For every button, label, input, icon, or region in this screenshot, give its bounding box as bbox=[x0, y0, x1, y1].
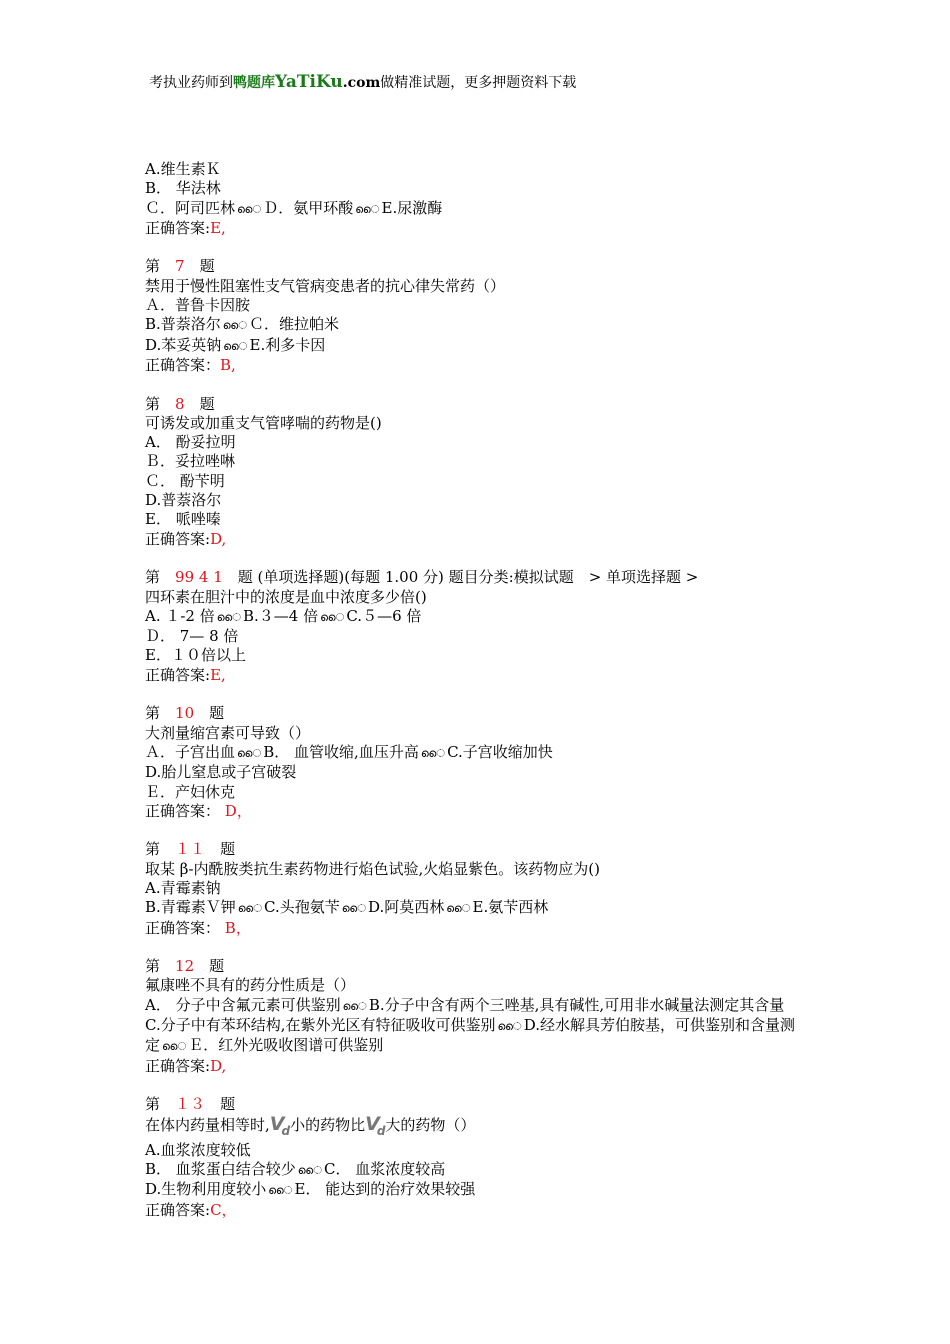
question-number bbox=[145, 257, 815, 276]
option-b: B． 血管收缩,血压升高 bbox=[263, 742, 419, 761]
question-suffix: 题 bbox=[209, 704, 225, 723]
option-row bbox=[145, 743, 815, 763]
option-row bbox=[145, 898, 815, 918]
answer-label: 正确答案: bbox=[145, 665, 211, 684]
question-suffix: 题 bbox=[220, 840, 236, 859]
question-stem: 大剂量缩宫素可导致（） bbox=[145, 723, 311, 742]
answer-value: B, bbox=[220, 355, 236, 374]
question-prefix: 第 bbox=[145, 394, 161, 413]
separator-glyph: ൈ bbox=[216, 610, 241, 624]
question-number bbox=[145, 704, 815, 723]
option-d: Ｄ． 7— 8 倍 bbox=[145, 627, 239, 646]
option-d: D.胎儿窒息或子宫破裂 bbox=[145, 763, 297, 782]
question-suffix: 题 bbox=[209, 957, 225, 976]
answer-label: 正确答案: bbox=[145, 1056, 211, 1075]
option-c: C.子宫收缩加快 bbox=[447, 742, 553, 761]
vd-v: V bbox=[269, 1112, 282, 1135]
question-number bbox=[145, 840, 815, 859]
answer-value: E, bbox=[210, 218, 226, 237]
question-prefix: 第 bbox=[145, 568, 161, 587]
answer-value: B， bbox=[224, 918, 251, 937]
option-a: A.维生素Ｋ bbox=[145, 160, 221, 178]
separator-glyph: ൈ bbox=[222, 319, 248, 333]
vd-v: V bbox=[365, 1112, 377, 1135]
question-number bbox=[145, 1095, 815, 1114]
option-a: Ａ．普鲁卡因胺 bbox=[145, 296, 251, 315]
separator-glyph: ൈ bbox=[355, 202, 380, 216]
question-stem: 可诱发或加重支气管哮喘的药物是() bbox=[145, 413, 382, 432]
option-c: Ｃ． 酚苄明 bbox=[145, 471, 225, 490]
answer-line bbox=[145, 219, 815, 238]
vd-d: d bbox=[376, 1123, 386, 1138]
vd-symbol bbox=[269, 1112, 291, 1138]
separator-glyph: ൈ bbox=[162, 1040, 187, 1054]
question-num: 7 bbox=[175, 257, 185, 276]
answer-label: 正确答案： bbox=[145, 801, 221, 820]
option-row bbox=[145, 336, 815, 356]
question-stem: 禁用于慢性阻塞性支气管病变患者的抗心律失常药（） bbox=[145, 276, 506, 295]
question-8 bbox=[145, 395, 815, 549]
question-13 bbox=[145, 1095, 815, 1220]
header-suffix: 做精准试题，更多押题资料下载 bbox=[380, 75, 577, 91]
question-11 bbox=[145, 840, 815, 937]
page-header bbox=[149, 72, 576, 92]
option-c: C.５—6 倍 bbox=[346, 606, 422, 625]
answer-value: D, bbox=[210, 1056, 227, 1075]
answer-line bbox=[145, 530, 815, 549]
option-b: B． 华法林 bbox=[145, 179, 221, 198]
option-row bbox=[145, 315, 815, 335]
option-e: E． 哌唑嗪 bbox=[145, 510, 221, 529]
question-num: 10 bbox=[175, 704, 195, 723]
brand-name-en[interactable]: YaTiKu bbox=[275, 72, 343, 92]
answer-line bbox=[145, 802, 815, 821]
question-prefix: 第 bbox=[145, 704, 161, 723]
answer-line bbox=[145, 666, 815, 685]
option-d: D.普萘洛尔 bbox=[145, 491, 222, 510]
question-12 bbox=[145, 957, 815, 1076]
option-e: Ｅ．红外光吸收图谱可供鉴别 bbox=[188, 1036, 384, 1055]
question-num: 12 bbox=[175, 957, 195, 976]
separator-glyph: ൈ bbox=[341, 902, 367, 916]
separator-glyph: ൈ bbox=[268, 1184, 293, 1198]
question-stem: 氟康唑不具有的药分性质是（） bbox=[145, 976, 356, 995]
separator-glyph: ൈ bbox=[497, 1020, 522, 1034]
answer-value: E, bbox=[210, 665, 226, 684]
option-a: A.血浆浓度较低 bbox=[145, 1140, 251, 1159]
stem-part: 大的药物（） bbox=[385, 1115, 476, 1134]
answer-line bbox=[145, 1057, 815, 1076]
option-b: B． 血浆蛋白结合较少 bbox=[145, 1159, 296, 1178]
question-stem bbox=[145, 1112, 815, 1141]
option-b: Ｂ．妥拉唑啉 bbox=[145, 452, 236, 471]
question-suffix: 题 (单项选择题)(每题 1.00 分) 题目分类:模拟试题 > 单项选择题 > bbox=[237, 568, 699, 587]
option-d: Ｄ．氨甲环酸 bbox=[263, 198, 354, 217]
option-a: A． 酚妥拉明 bbox=[145, 433, 236, 452]
option-e: E.氨苄西林 bbox=[472, 898, 549, 917]
question-prefix: 第 bbox=[145, 1095, 161, 1114]
separator-glyph: ൈ bbox=[223, 339, 248, 353]
question-number bbox=[145, 568, 815, 587]
option-e: E． 能达到的治疗效果较强 bbox=[294, 1180, 476, 1199]
option-d: D.阿莫西林 bbox=[368, 898, 445, 917]
question-suffix: 题 bbox=[220, 1095, 236, 1114]
option-b: B.普萘洛尔 bbox=[145, 315, 221, 334]
separator-glyph: ൈ bbox=[342, 999, 367, 1013]
option-e: E.尿激酶 bbox=[381, 198, 443, 217]
answer-value: D， bbox=[224, 801, 252, 820]
option-d: D.生物利用度较小 bbox=[145, 1180, 267, 1199]
option-d: D.经水解具芳伯胺基，可供鉴别和含量测定 bbox=[145, 1016, 795, 1055]
option-d: D.苯妥英钠 bbox=[145, 335, 222, 354]
question-list bbox=[145, 160, 815, 1220]
separator-glyph: ൈ bbox=[297, 1163, 323, 1177]
option-c: Ｃ．维拉帕米 bbox=[249, 315, 340, 334]
brand-name-cn[interactable]: 鸭题库 bbox=[233, 75, 275, 91]
question-number bbox=[145, 395, 815, 414]
question-num: 99 4 1 bbox=[175, 568, 223, 587]
option-row bbox=[145, 607, 815, 627]
option-b: B.青霉素Ｖ钾 bbox=[145, 898, 236, 917]
answer-value: D, bbox=[210, 529, 227, 548]
answer-line bbox=[145, 356, 815, 375]
question-prefix: 第 bbox=[145, 840, 161, 859]
separator-glyph: ൈ bbox=[237, 202, 262, 216]
answer-value: C， bbox=[210, 1200, 237, 1219]
question-stem: 取某 β-内酰胺类抗生素药物进行焰色试验,火焰显紫色。该药物应为() bbox=[145, 859, 600, 878]
question-num: 8 bbox=[175, 394, 185, 413]
header-prefix: 考执业药师到 bbox=[149, 75, 233, 91]
answer-label: 正确答案： bbox=[145, 355, 221, 374]
option-c: C.头孢氨苄 bbox=[264, 898, 340, 917]
question-stem: 四环素在胆汁中的浓度是血中浓度多少倍() bbox=[145, 587, 427, 606]
question-6 bbox=[145, 160, 815, 238]
option-row bbox=[145, 996, 815, 1016]
vd-symbol bbox=[365, 1112, 386, 1138]
question-num: １１ bbox=[175, 840, 206, 859]
stem-part: 小的药物比 bbox=[290, 1115, 366, 1134]
question-prefix: 第 bbox=[145, 257, 161, 276]
answer-label: 正确答案: bbox=[145, 529, 211, 548]
option-e: E.利多卡因 bbox=[249, 335, 326, 354]
option-c: C． 血浆浓度较高 bbox=[324, 1159, 446, 1178]
option-a: Ａ．子宫出血 bbox=[145, 742, 236, 761]
option-row bbox=[145, 1180, 815, 1200]
separator-glyph: ൈ bbox=[320, 610, 345, 624]
option-b: B.３—4 倍 bbox=[243, 606, 319, 625]
answer-label: 正确答案： bbox=[145, 918, 221, 937]
option-b: B.分子中含有两个三唑基,具有碱性,可用非水碱量法测定其含量 bbox=[368, 995, 785, 1014]
question-9 bbox=[145, 568, 815, 685]
option-e: E．１０倍以上 bbox=[145, 646, 246, 665]
option-row bbox=[145, 1160, 815, 1180]
option-e: Ｅ．产妇休克 bbox=[145, 782, 236, 801]
brand-domain[interactable]: .com bbox=[342, 75, 381, 91]
option-a: A. １-2 倍 bbox=[145, 606, 215, 625]
separator-glyph: ൈ bbox=[237, 902, 263, 916]
question-suffix: 题 bbox=[199, 257, 215, 276]
separator-glyph: ൈ bbox=[420, 746, 446, 760]
option-c: Ｃ．阿司匹林 bbox=[145, 198, 236, 217]
question-7 bbox=[145, 257, 815, 375]
answer-label: 正确答案: bbox=[145, 218, 211, 237]
option-c: C.分子中有苯环结构,在紫外光区有特征吸收可供鉴别 bbox=[145, 1016, 496, 1035]
answer-line bbox=[145, 1201, 815, 1220]
question-num: １３ bbox=[175, 1095, 206, 1114]
question-suffix: 题 bbox=[199, 394, 215, 413]
vd-d: d bbox=[281, 1123, 291, 1138]
option-a: A． 分子中含氟元素可供鉴别 bbox=[145, 995, 341, 1014]
question-10 bbox=[145, 704, 815, 821]
question-prefix: 第 bbox=[145, 957, 161, 976]
separator-glyph: ൈ bbox=[237, 746, 262, 760]
option-row bbox=[145, 1016, 815, 1057]
answer-line bbox=[145, 919, 815, 938]
option-a: A.青霉素钠 bbox=[145, 878, 221, 897]
question-number bbox=[145, 957, 815, 976]
separator-glyph: ൈ bbox=[446, 902, 471, 916]
answer-label: 正确答案: bbox=[145, 1200, 211, 1219]
stem-part: 在体内药量相等时, bbox=[145, 1115, 270, 1134]
option-row bbox=[145, 199, 815, 219]
